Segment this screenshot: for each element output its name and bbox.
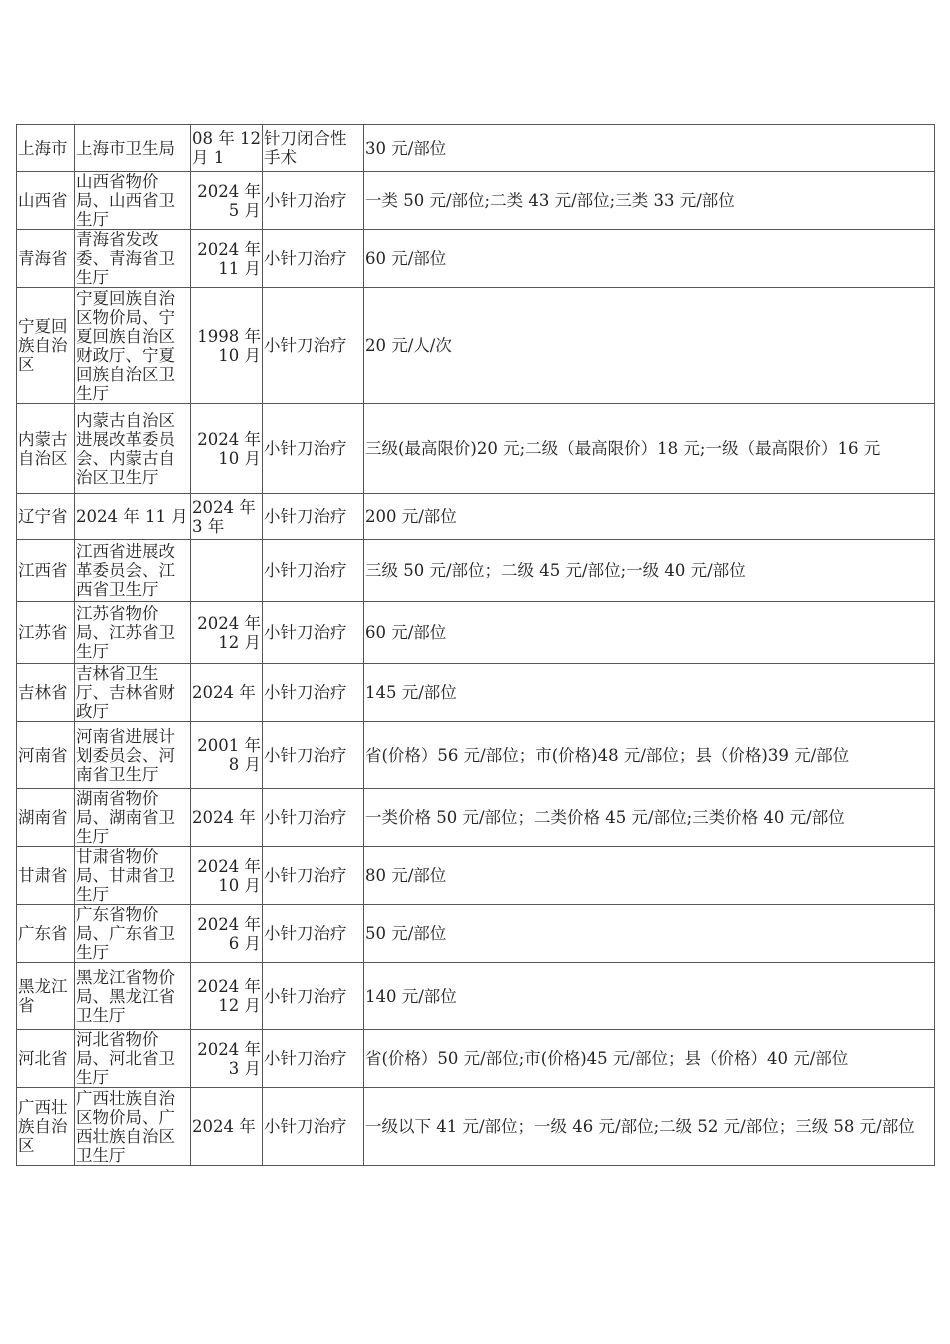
table-row (17, 963, 935, 1030)
date-cell: 2024 年 12 月 (191, 963, 263, 1030)
date-cell: 2001 年 8 月 (191, 722, 263, 789)
table-row (17, 602, 935, 664)
price-cell: 60 元/部位 (364, 230, 935, 288)
date-cell: 2024 年 (191, 1088, 263, 1166)
agency-cell: 广东省物价局、广东省卫生厅 (75, 905, 191, 963)
region-cell: 宁夏回族自治区 (17, 288, 75, 404)
agency-cell: 甘肃省物价局、甘肃省卫生厅 (75, 847, 191, 905)
agency-cell: 山西省物价局、山西省卫生厅 (75, 172, 191, 230)
price-cell: 50 元/部位 (364, 905, 935, 963)
procedure-cell: 小针刀治疗 (263, 288, 364, 404)
price-cell: 省(价格）56 元/部位；市(价格)48 元/部位；县（价格)39 元/部位 (364, 722, 935, 789)
price-cell: 145 元/部位 (364, 664, 935, 722)
procedure-cell: 小针刀治疗 (263, 540, 364, 602)
procedure-cell: 小针刀治疗 (263, 172, 364, 230)
date-cell: 08 年 12 月 1 (191, 125, 263, 172)
table-row (17, 789, 935, 847)
date-cell: 1998 年 10 月 (191, 288, 263, 404)
region-cell: 河南省 (17, 722, 75, 789)
region-cell: 山西省 (17, 172, 75, 230)
date-cell (191, 540, 263, 602)
table-row (17, 404, 935, 494)
procedure-cell: 小针刀治疗 (263, 905, 364, 963)
procedure-cell: 小针刀治疗 (263, 494, 364, 540)
table-row (17, 540, 935, 602)
agency-cell: 广西壮族自治区物价局、广西壮族自治区卫生厅 (75, 1088, 191, 1166)
table-row (17, 288, 935, 404)
agency-cell: 吉林省卫生厅、吉林省财政厅 (75, 664, 191, 722)
table-row (17, 125, 935, 172)
price-cell: 一类 50 元/部位;二类 43 元/部位;三类 33 元/部位 (364, 172, 935, 230)
region-cell: 广东省 (17, 905, 75, 963)
region-cell: 黑龙江省 (17, 963, 75, 1030)
region-cell: 上海市 (17, 125, 75, 172)
agency-cell: 黑龙江省物价局、黑龙江省卫生厅 (75, 963, 191, 1030)
region-cell: 吉林省 (17, 664, 75, 722)
price-table (16, 124, 935, 1166)
date-cell: 2024 年 5 月 (191, 172, 263, 230)
region-cell: 广西壮族自治区 (17, 1088, 75, 1166)
date-cell: 2024 年 11 月 (191, 230, 263, 288)
table-row (17, 905, 935, 963)
price-cell: 三级 50 元/部位；二级 45 元/部位;一级 40 元/部位 (364, 540, 935, 602)
procedure-cell: 小针刀治疗 (263, 789, 364, 847)
table-row (17, 1030, 935, 1088)
date-cell: 2024 年 10 月 (191, 404, 263, 494)
price-cell: 60 元/部位 (364, 602, 935, 664)
price-cell: 省(价格）50 元/部位;市(价格)45 元/部位；县（价格）40 元/部位 (364, 1030, 935, 1088)
date-cell: 2024 年 (191, 664, 263, 722)
region-cell: 江苏省 (17, 602, 75, 664)
date-cell: 2024 年 6 月 (191, 905, 263, 963)
date-cell: 2024 年 3 月 (191, 1030, 263, 1088)
region-cell: 江西省 (17, 540, 75, 602)
date-cell: 2024 年 10 月 (191, 847, 263, 905)
price-cell: 30 元/部位 (364, 125, 935, 172)
agency-cell: 河北省物价局、河北省卫生厅 (75, 1030, 191, 1088)
procedure-cell: 小针刀治疗 (263, 847, 364, 905)
price-cell: 140 元/部位 (364, 963, 935, 1030)
procedure-cell: 小针刀治疗 (263, 404, 364, 494)
procedure-cell: 小针刀治疗 (263, 1088, 364, 1166)
agency-cell: 上海市卫生局 (75, 125, 191, 172)
price-cell: 200 元/部位 (364, 494, 935, 540)
date-cell: 2024 年 12 月 (191, 602, 263, 664)
table-row (17, 664, 935, 722)
region-cell: 湖南省 (17, 789, 75, 847)
region-cell: 辽宁省 (17, 494, 75, 540)
procedure-cell: 小针刀治疗 (263, 963, 364, 1030)
agency-cell: 内蒙古自治区进展改革委员会、内蒙古自治区卫生厅 (75, 404, 191, 494)
region-cell: 青海省 (17, 230, 75, 288)
procedure-cell: 小针刀治疗 (263, 602, 364, 664)
table-row (17, 1088, 935, 1166)
table-row (17, 172, 935, 230)
region-cell: 河北省 (17, 1030, 75, 1088)
date-cell: 2024 年 3 年 (191, 494, 263, 540)
price-cell: 一类价格 50 元/部位；二类价格 45 元/部位;三类价格 40 元/部位 (364, 789, 935, 847)
agency-cell: 湖南省物价局、湖南省卫生厅 (75, 789, 191, 847)
agency-cell: 2024 年 11 月 (75, 494, 191, 540)
region-cell: 甘肃省 (17, 847, 75, 905)
procedure-cell: 小针刀治疗 (263, 722, 364, 789)
table-row (17, 230, 935, 288)
price-cell: 20 元/人/次 (364, 288, 935, 404)
procedure-cell: 针刀闭合性手术 (263, 125, 364, 172)
table-row (17, 722, 935, 789)
agency-cell: 青海省发改委、青海省卫生厅 (75, 230, 191, 288)
agency-cell: 宁夏回族自治区物价局、宁夏回族自治区财政厅、宁夏回族自治区卫生厅 (75, 288, 191, 404)
agency-cell: 江西省进展改革委员会、江西省卫生厅 (75, 540, 191, 602)
procedure-cell: 小针刀治疗 (263, 1030, 364, 1088)
region-cell: 内蒙古自治区 (17, 404, 75, 494)
price-cell: 三级(最高限价)20 元;二级（最高限价）18 元;一级（最高限价）16 元 (364, 404, 935, 494)
procedure-cell: 小针刀治疗 (263, 664, 364, 722)
date-cell: 2024 年 (191, 789, 263, 847)
agency-cell: 河南省进展计划委员会、河南省卫生厅 (75, 722, 191, 789)
table-row (17, 847, 935, 905)
table-row (17, 494, 935, 540)
price-cell: 一级以下 41 元/部位；一级 46 元/部位;二级 52 元/部位；三级 58 元/部位 (364, 1088, 935, 1166)
price-cell: 80 元/部位 (364, 847, 935, 905)
agency-cell: 江苏省物价局、江苏省卫生厅 (75, 602, 191, 664)
procedure-cell: 小针刀治疗 (263, 230, 364, 288)
